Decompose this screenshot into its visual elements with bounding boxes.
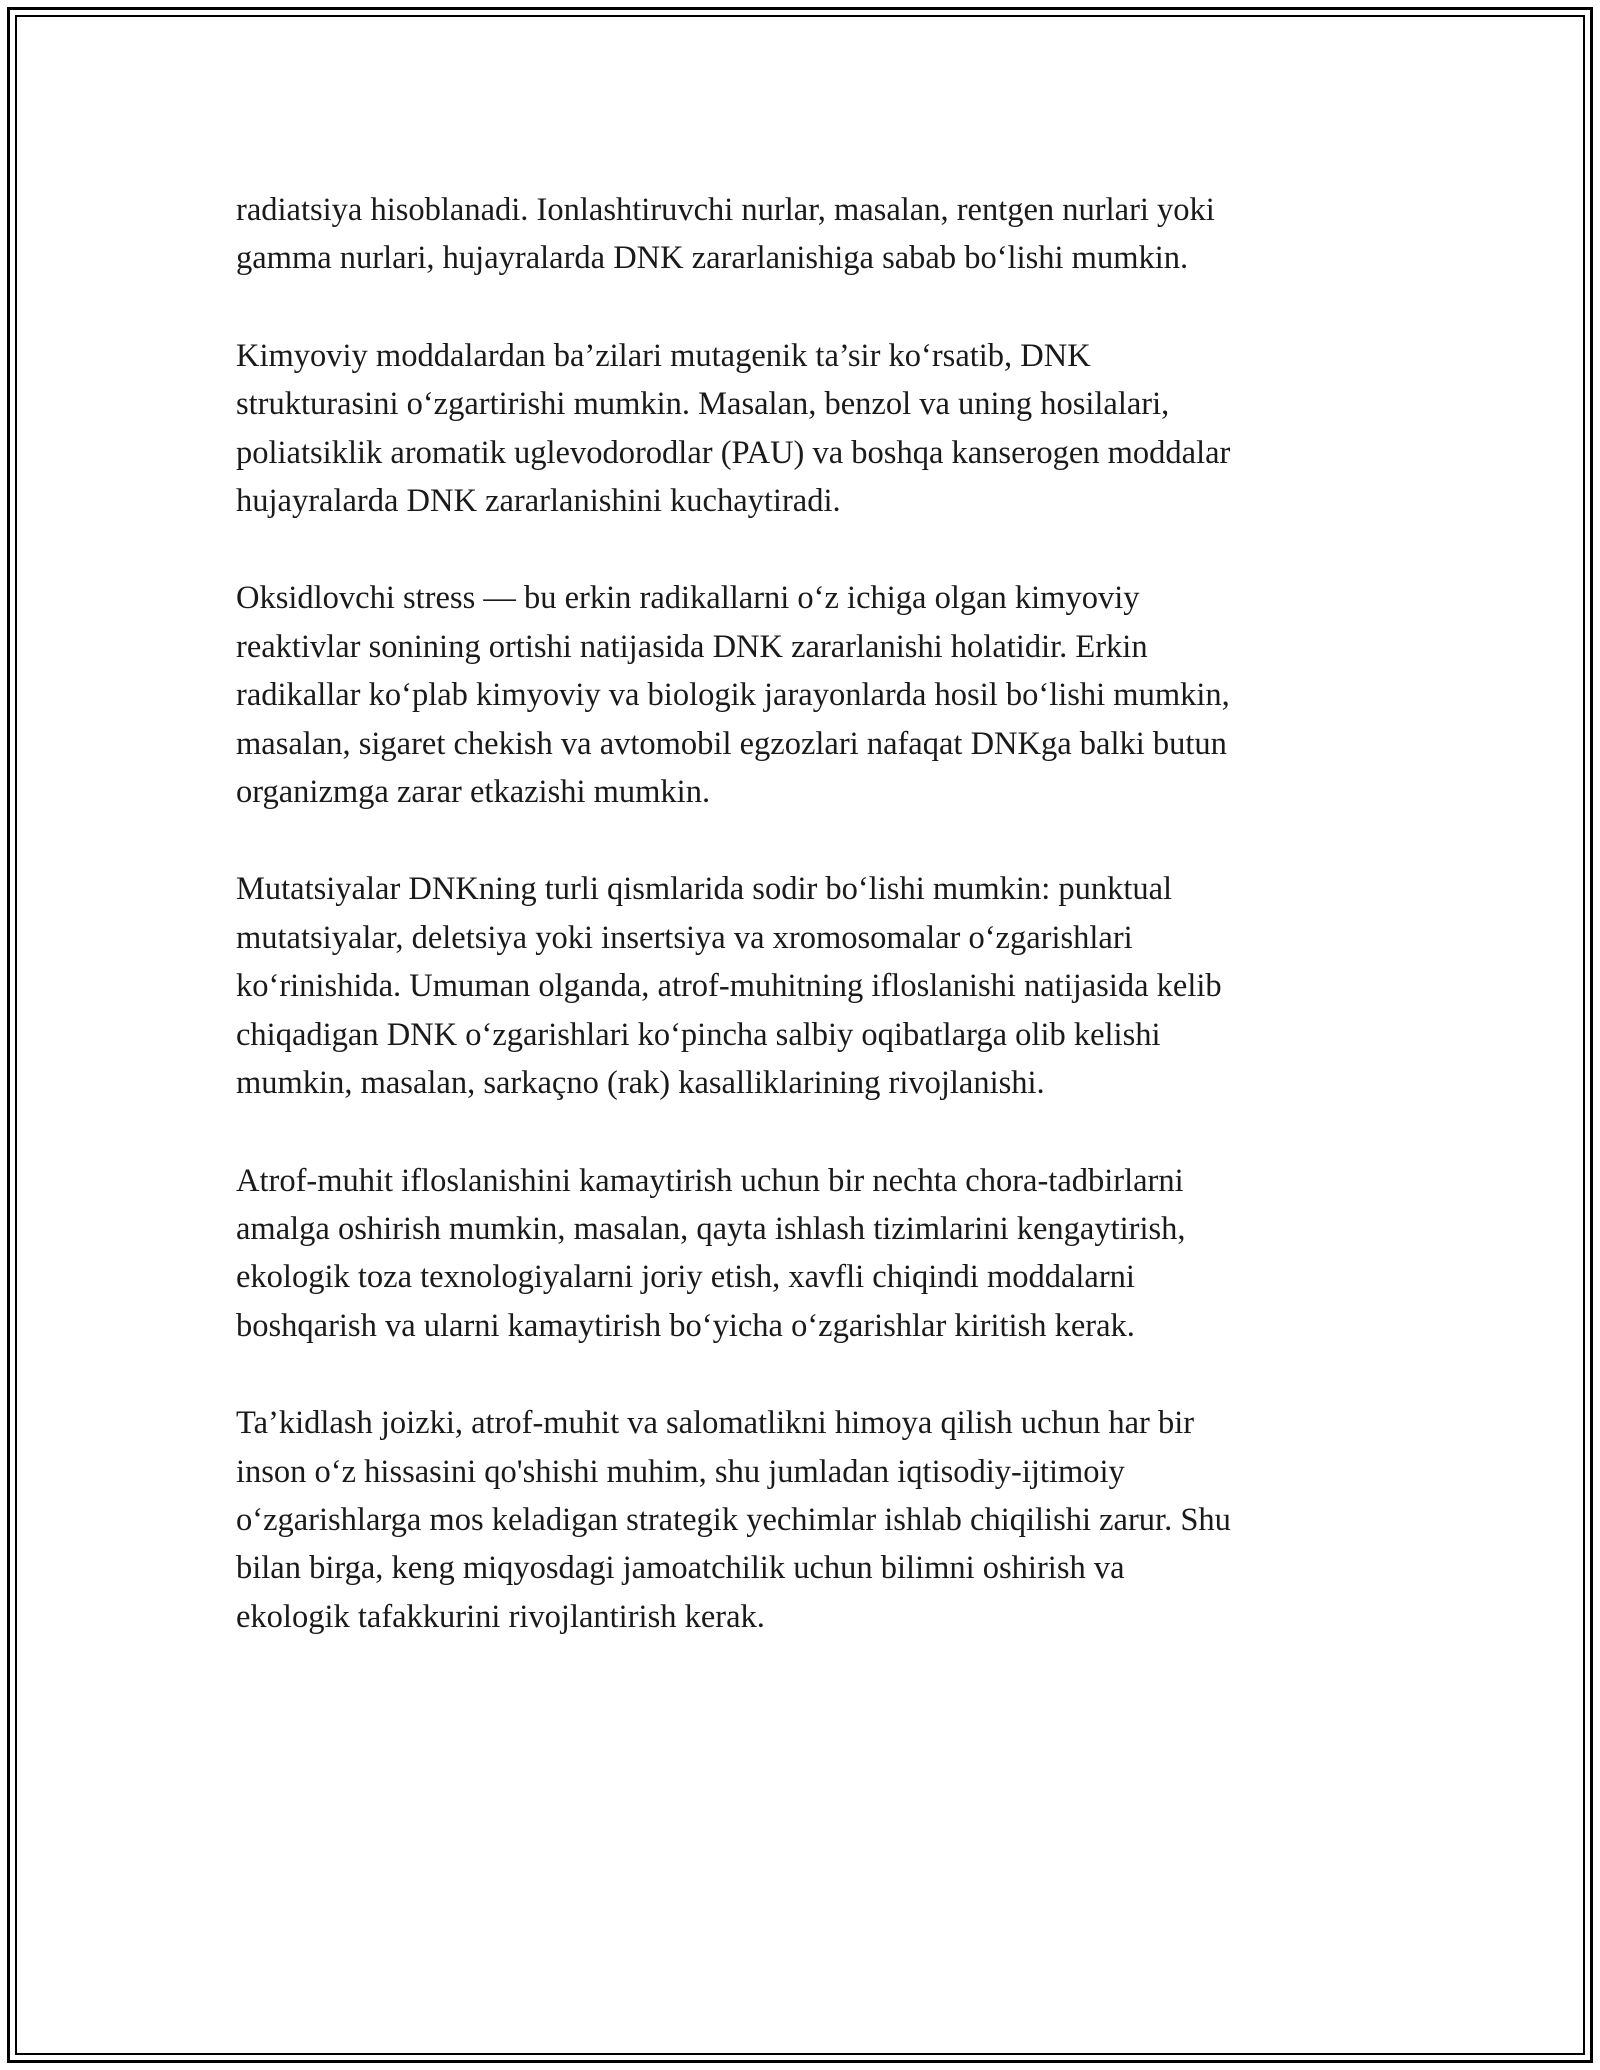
- paragraph-chemicals: Kimyoviy moddalardan ba’zilari mutagenik ta’sir ko‘rsatib, DNK strukturasini o‘zgartirishi mumkin. Masalan, benzol va uning hosilalari, poliatsiklik aromatik uglevodorodlar (PAU) va boshqa kanserogen moddalar hujayralarda DNK zararlanishini kuchaytiradi.: [236, 337, 1231, 520]
- paragraph-pollution-reduction: Atrof-muhit ifloslanishini kamaytirish uchun bir nechta chora-tadbirlarni amalga oshirish mumkin, masalan, qayta ishlash tizimlarini kengaytirish, ekologik toza texnologiyalarni joriy etish, xavfli chiqindi moddalarni boshqarish va ularni kamaytirish bo‘yicha o‘zgarishlar kiritish kerak.: [236, 1162, 1186, 1344]
- paragraph-oxidative-stress: Oksidlovchi stress — bu erkin radikallarni o‘z ichiga olgan kimyoviy reaktivlar sonining ortishi natijasida DNK zararlanishi holatidir. Erkin radikallar ko‘plab kimyoviy va biologik jarayonlarda hosil bo‘lishi mumkin, masalan, sigaret chekish va avtomobil egzozlari nafaqat DNKga balki butun organizmga zarar etkazishi mumkin.: [236, 580, 1230, 811]
- paragraph-radiation: radiatsiya hisoblanadi. Ionlashtiruvchi nurlar, masalan, rentgen nurlari yoki gamma nurlari, hujayralarda DNK zararlanishiga sabab bo‘lishi mumkin.: [236, 192, 1215, 277]
- paragraph-conclusion: Ta’kidlash joizki, atrof-muhit va salomatlikni himoya qilish uchun har bir inson o‘z hissasini qo'shishi muhim, shu jumladan iqtisodiy-ijtimoiy o‘zgarishlarga mos keladigan strategik yechimlar ishlab chiqilishi zarur. Shu bilan birga, keng miqyosdagi jamoatchilik uchun bilimni oshirish va ekologik tafakkurini rivojlantirish kerak.: [236, 1405, 1231, 1635]
- paragraph-mutations: Mutatsiyalar DNKning turli qismlarida sodir bo‘lishi mumkin: punktual mutatsiyalar, deletsiya yoki insertsiya va xromosomalar o‘zgarishlari ko‘rinishida. Umuman olganda, atrof-muhitning ifloslanishi natijasida kelib chiqadigan DNK o‘zgarishlari ko‘pincha salbiy oqibatlarga olib kelishi mumkin, masalan, sarkaçno (rak) kasalliklarining rivojlanishi.: [236, 871, 1222, 1102]
- document-body: [236, 186, 1386, 1690]
